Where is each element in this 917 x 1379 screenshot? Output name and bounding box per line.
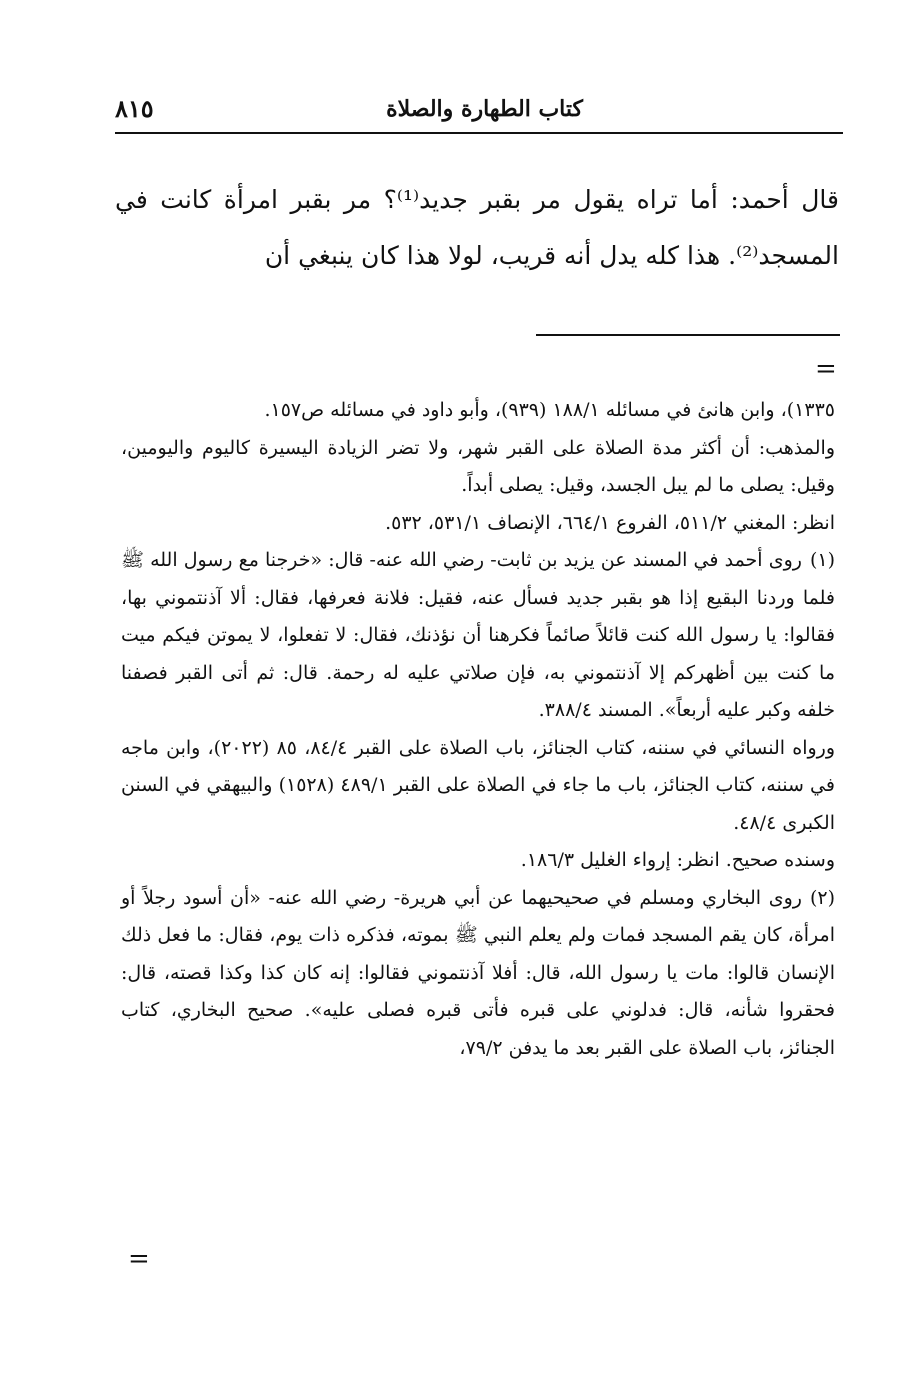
footnotes [121,392,835,1067]
footnote-2-text: روى البخاري ومسلم في صحيحيهما عن أبي هريرة- رضي الله عنه- «أن أسود رجلاً أو امرأة، كان يقم المسجد فمات ولم يعلم النبي ﷺ بموته، فذكره ذات يوم، فقال: ما فعل ذلك الإنسان قالوا: مات يا رسول الله، قال: أفلا آذنتموني فقالوا: إنه كان كذا وكذا قصته، قال: فحقروا شأنه، قال: فدلوني على قبره فأتى قبره فصلى عليه». صحيح البخاري، كتاب الجنائز، باب الصلاة على القبر بعد ما يدفن ٧٩/٢، [121,886,835,1059]
running-title: كتاب الطهارة والصلاة [386,96,583,122]
footnote-1-paragraph: ورواه النسائي في سننه، كتاب الجنائز، باب الصلاة على القبر ٨٤/٤، ٨٥ (٢٠٢٢)، وابن ماجه في سننه، كتاب الجنائز، باب ما جاء في الصلاة على القبر ٤٨٩/١ (١٥٢٨) والبيهقي في السنن الكبرى ٤٨/٤. [121,736,835,834]
header-rule [115,132,843,134]
footnote-1 [121,542,835,730]
footnote-1-paragraph: وسنده صحيح. انظر: إرواء الغليل ١٨٦/٣. [520,849,835,871]
end-continuation-mark: = [128,1244,150,1274]
footnote-2-number: (٢) [809,886,835,909]
main-paragraph: قال أحمد: أما تراه يقول مر بقبر جديد⁽¹⁾؟ مر بقبر امرأة كانت في المسجد⁽²⁾. هذا كله يدل أنه قريب، لولا هذا كان ينبغي أن [115,185,839,270]
continuation-mark: = [815,354,837,384]
footnote-1-text: روى أحمد في المسند عن يزيد بن ثابت- رضي الله عنه- قال: «خرجنا مع رسول الله ﷺ فلما وردنا البقيع إذا هو بقبر جديد فسأل عنه، فقيل: فلانة فعرفها، فقال: ألا آذنتموني بها، فقالوا: يا رسول الله كنت قائلاً صائماً فكرهنا أن نؤذنك، فقال: لا تفعلوا، لا يموتن فيكم ميت ما كنت بين أظهركم إلا آذنتموني به، فإن صلاتي عليه له رحمة. قال: ثم أتى القبر فصفنا خلفه وكبر عليه أربعاً». المسند ٣٨٨/٤. [121,549,835,721]
footnote-1-number: (١) [809,549,835,571]
footnote-continued-line: انظر: المغني ٥١١/٢، الفروع ٦٦٤/١، الإنصاف ٥٣١/١، ٥٣٢. [385,511,835,534]
page-header [115,92,843,130]
footnote-separator [536,334,840,336]
footnote-continued-line: والمذهب: أن أكثر مدة الصلاة على القبر شهر، ولا تضر الزيادة اليسيرة كاليوم واليومين، وقيل: يصلى ما لم يبل الجسد، وقيل: يصلى أبداً. [121,436,835,496]
footnote-continued-line: ١٣٣٥)، وابن هانئ في مسائله ١٨٨/١ (٩٣٩)، وأبو داود في مسائله ص١٥٧. [264,399,835,421]
footnote-2 [121,880,835,1068]
page-number: ٨١٥ [115,94,154,123]
main-text [115,172,839,284]
